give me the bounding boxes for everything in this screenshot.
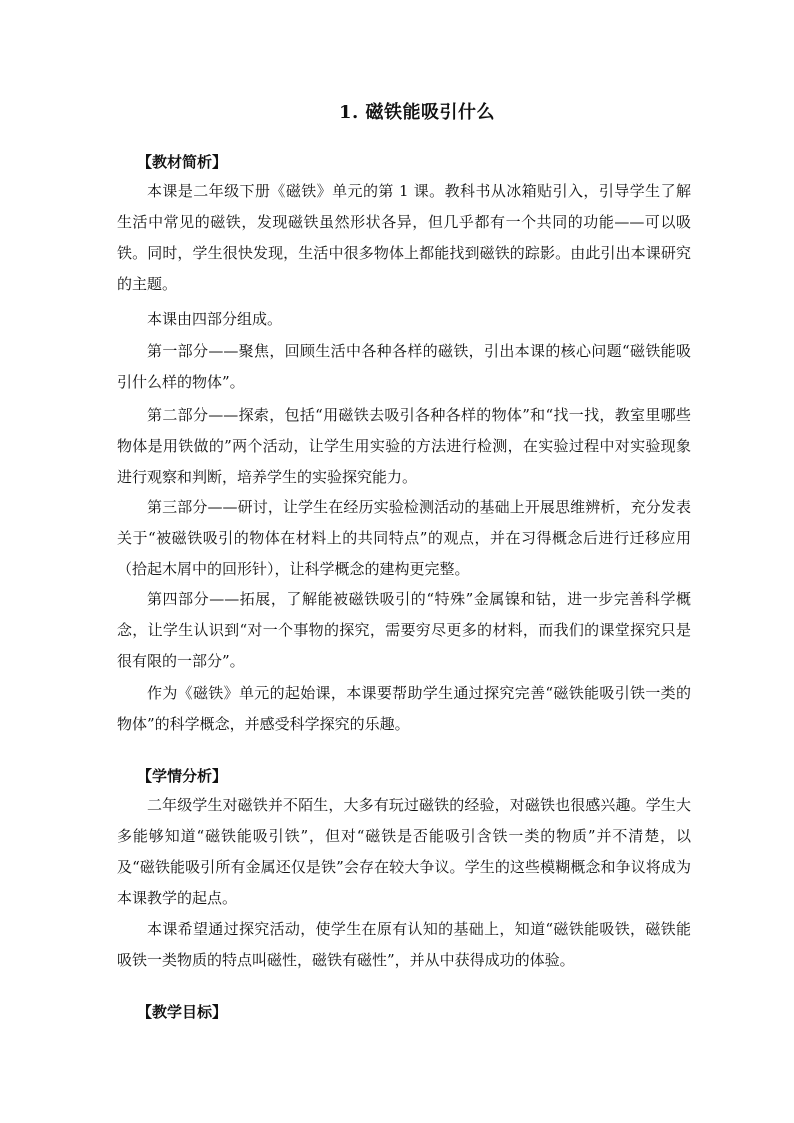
section-heading-textbook-analysis: 【教材简析】 xyxy=(137,153,228,171)
paragraph: 本课希望通过探究活动，使学生在原有认知的基础上，知道“磁铁能吸铁，磁铁能吸铁一类物质的特点叫磁性，磁铁有磁性”，并从中获得成功的体验。 xyxy=(117,920,691,969)
paragraph: 第三部分——研讨，让学生在经历实验检测活动的基础上开展思维辨析，充分发表关于“被磁铁吸引的物体在材料上的共同特点”的观点，并在习得概念后进行迁移应用（拾起木屑中的回形针），让科学概念的建构更完整。 xyxy=(117,498,691,578)
paragraph: 第二部分——探索，包括“用磁铁去吸引各种各样的物体”和“找一找，教室里哪些物体是用铁做的”两个活动，让学生用实验的方法进行检测，在实验过程中对实验现象进行观察和判断，培养学生的实验探究能力。 xyxy=(117,406,691,486)
paragraph: 作为《磁铁》单元的起始课，本课要帮助学生通过探究完善“磁铁能吸引铁一类的物体”的科学概念，并感受科学探究的乐趣。 xyxy=(117,684,691,733)
section-heading-teaching-objectives: 【教学目标】 xyxy=(137,1003,228,1021)
paragraph: 二年级学生对磁铁并不陌生，大多有玩过磁铁的经验，对磁铁也很感兴趣。学生大多能够知道“磁铁能吸引铁”，但对“磁铁是否能吸引含铁一类的物质”并不清楚，以及“磁铁能吸引所有金属还仅是铁”会存在较大争议。学生的这些模糊概念和争议将成为本课教学的起点。 xyxy=(117,796,691,907)
paragraph: 第四部分——拓展，了解能被磁铁吸引的“特殊”金属镍和钴，进一步完善科学概念，让学生认识到“对一个事物的探究，需要穷尽更多的材料，而我们的课堂探究只是很有限的一部分”。 xyxy=(117,590,691,670)
section-heading-learner-analysis: 【学情分析】 xyxy=(137,767,228,785)
paragraph: 本课是二年级下册《磁铁》单元的第 1 课。教科书从冰箱贴引入，引导学生了解生活中常见的磁铁，发现磁铁虽然形状各异，但几乎都有一个共同的功能——可以吸铁。同时，学生很快发现，生活中很多物体上都能找到磁铁的踪影。由此引出本课研究的主题。 xyxy=(117,182,691,293)
page-title: 1. 磁铁能吸引什么 xyxy=(338,102,496,123)
paragraph: 第一部分——聚焦，回顾生活中各种各样的磁铁，引出本课的核心问题“磁铁能吸引什么样的物体”。 xyxy=(117,342,691,391)
paragraph: 本课由四部分组成。 xyxy=(147,310,283,328)
